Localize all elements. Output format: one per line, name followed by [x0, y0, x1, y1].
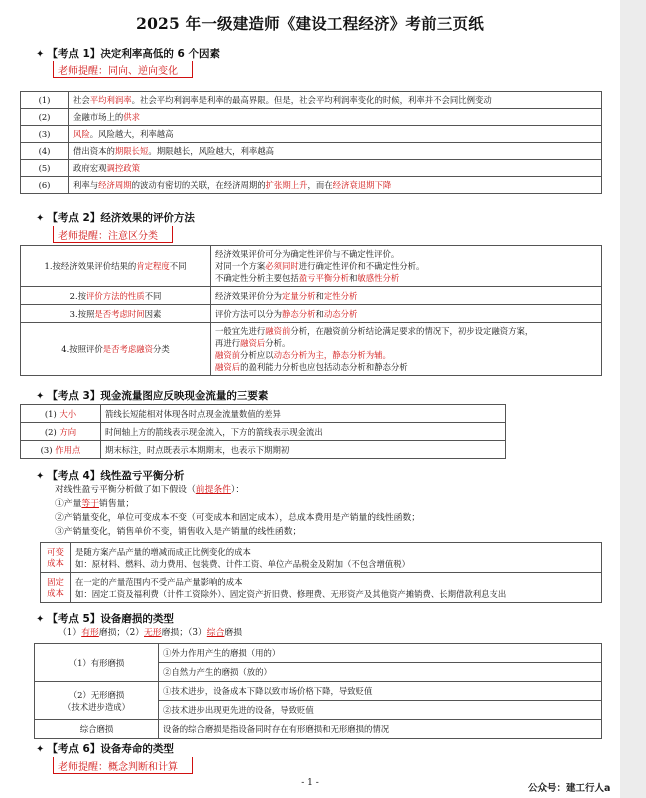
table-row	[41, 543, 602, 573]
assumption-3: ③产销量变化，销售单价不变，销售收入是产销量的线性函数；	[55, 527, 302, 537]
diamond-star-icon: ✦	[36, 391, 45, 402]
cost-types-table	[40, 542, 602, 603]
table-row	[21, 287, 602, 305]
page-number: - 1 -	[301, 778, 319, 788]
viewer-side-strip	[620, 0, 646, 798]
equipment-wear-table	[34, 643, 602, 739]
diamond-star-icon: ✦	[36, 744, 45, 755]
section-heading-kp1: ✦ 【考点 1】决定利率高低的 6 个因素	[36, 48, 220, 60]
wear-types-line: （1）有形磨损；（2）无形磨损；（3）综合磨损	[58, 628, 243, 638]
page-title: 2025 年一级建造师《建设工程经济》考前三页纸	[136, 14, 484, 33]
table-cell: 评价方法可以分为静态分析和动态分析	[211, 305, 602, 323]
table-cell: 风险。风险越大，利率越高	[69, 126, 602, 143]
table-cell: ②自然力产生的磨损（放的）	[159, 663, 602, 682]
table-row	[21, 109, 602, 126]
table-row	[35, 720, 602, 739]
section-heading-kp6: ✦ 【考点 6】设备寿命的类型	[36, 743, 174, 755]
table-cell: ①外力作用产生的磨损（用的）	[159, 644, 602, 663]
row-number: (2)	[21, 109, 69, 126]
section-heading-kp4: ✦ 【考点 4】线性盈亏平衡分析	[36, 470, 185, 482]
table-cell: (1) 大小	[21, 405, 101, 423]
table-cell: 社会平均利润率。社会平均利润率是利率的最高界限。但是，社会平均利润率变化的时候，利率并不会同比例变动	[69, 92, 602, 109]
assumption-2: ②产销量变化，单位可变成本不变（可变成本和固定成本），总成本费用是产销量的线性函数；	[55, 513, 421, 523]
row-number: (1)	[21, 92, 69, 109]
table-cell: 是随方案产品产量的增减而成正比例变化的成本 如：原材料、燃料、动力费用、包装费、计件工资、单位产品税金及附加（不包含增值税）	[71, 543, 602, 573]
row-number: (4)	[21, 143, 69, 160]
table-row	[21, 323, 602, 376]
table-row	[21, 246, 602, 287]
diamond-star-icon: ✦	[36, 49, 45, 60]
table-cell: 3.按照是否考虑时间因素	[21, 305, 211, 323]
table-cell: ②技术进步出现更先进的设备，导致贬值	[159, 701, 602, 720]
teacher-tip-kp6: 老师提醒：概念判断和计算	[53, 757, 193, 774]
table-row	[21, 423, 506, 441]
assumption-1: ①产量等于销售量；	[55, 499, 135, 509]
table-row	[41, 573, 602, 603]
table-cell: 利率与经济周期的波动有密切的关联，在经济周期的扩张期上升，而在经济衰退期下降	[69, 177, 602, 194]
table-cell: (3) 作用点	[21, 441, 101, 459]
table-row	[35, 644, 602, 663]
cashflow-elements-table	[20, 404, 506, 459]
assumption-intro: 对线性盈亏平衡分析做了如下假设（前提条件）：	[55, 485, 245, 495]
table-cell: 时间轴上方的箭线表示现金流入，下方的箭线表示现金流出	[101, 423, 506, 441]
section-heading-kp2: ✦ 【考点 2】经济效果的评价方法	[36, 212, 195, 224]
table-cell: 经济效果评价分为定量分析和定性分析	[211, 287, 602, 305]
wechat-watermark: 公众号：建工行人a	[528, 783, 611, 794]
teacher-tip-kp1: 老师提醒：同向、逆向变化	[53, 61, 193, 78]
table-cell: 箭线长短能相对体现各时点现金流量数值的差异	[101, 405, 506, 423]
table-cell: 期末标注，时点既表示本期期末，也表示下期期初	[101, 441, 506, 459]
table-cell: 综合磨损	[35, 720, 159, 739]
diamond-star-icon: ✦	[36, 471, 45, 482]
table-row	[21, 160, 602, 177]
table-cell: 设备的综合磨损是指设备同时存在有形磨损和无形磨损的情况	[159, 720, 602, 739]
evaluation-methods-table	[20, 245, 602, 376]
table-cell: 1.按经济效果评价结果的肯定程度不同	[21, 246, 211, 287]
diamond-star-icon: ✦	[36, 213, 45, 224]
table-cell: 在一定的产量范围内不受产品产量影响的成本 如：固定工资及福利费（计件工资除外）、固定资产折旧费、修理费、无形资产及其他资产摊销费、长期借款利息支出	[71, 573, 602, 603]
table-cell: 2.按评价方法的性质不同	[21, 287, 211, 305]
table-cell: 固定成本	[41, 573, 71, 603]
table-cell: 4.按照评价是否考虑融资分类	[21, 323, 211, 376]
table-cell: （2）无形磨损 （技术进步造成）	[35, 682, 159, 720]
row-number: (5)	[21, 160, 69, 177]
table-row	[21, 126, 602, 143]
section-heading-kp5: ✦ 【考点 5】设备磨损的类型	[36, 613, 174, 625]
table-cell: 可变成本	[41, 543, 71, 573]
table-row	[21, 177, 602, 194]
table-cell: (2) 方向	[21, 423, 101, 441]
table-cell: 金融市场上的供求	[69, 109, 602, 126]
table-cell: （1）有形磨损	[35, 644, 159, 682]
table-row	[35, 682, 602, 701]
table-row	[21, 305, 602, 323]
table-row	[21, 441, 506, 459]
table-cell: 借出资本的期限长短。期限越长，风险越大，利率越高	[69, 143, 602, 160]
table-row	[21, 405, 506, 423]
table-row	[21, 143, 602, 160]
interest-factors-table	[20, 91, 602, 194]
table-cell: ①技术进步，设备成本下降以致市场价格下降，导致贬值	[159, 682, 602, 701]
table-cell: 政府宏观调控政策	[69, 160, 602, 177]
teacher-tip-kp2: 老师提醒：注意区分类	[53, 226, 173, 243]
table-cell: 一般宜先进行融资前分析，在融资前分析结论满足要求的情况下，初步设定融资方案， 再进行融资后分析。 融资前分析应以动态分析为主，静态分析为辅。 融资后的盈利能力分析也应包括动态分析和静态分析	[211, 323, 602, 376]
table-row	[21, 92, 602, 109]
row-number: (3)	[21, 126, 69, 143]
diamond-star-icon: ✦	[36, 614, 45, 625]
row-number: (6)	[21, 177, 69, 194]
section-heading-kp3: ✦ 【考点 3】现金流量图应反映现金流量的三要素	[36, 390, 269, 402]
table-cell: 经济效果评价可分为确定性评价与不确定性评价。 对同一个方案必须同时进行确定性评价和不确定性分析。 不确定性分析主要包括盈亏平衡分析和敏感性分析	[211, 246, 602, 287]
